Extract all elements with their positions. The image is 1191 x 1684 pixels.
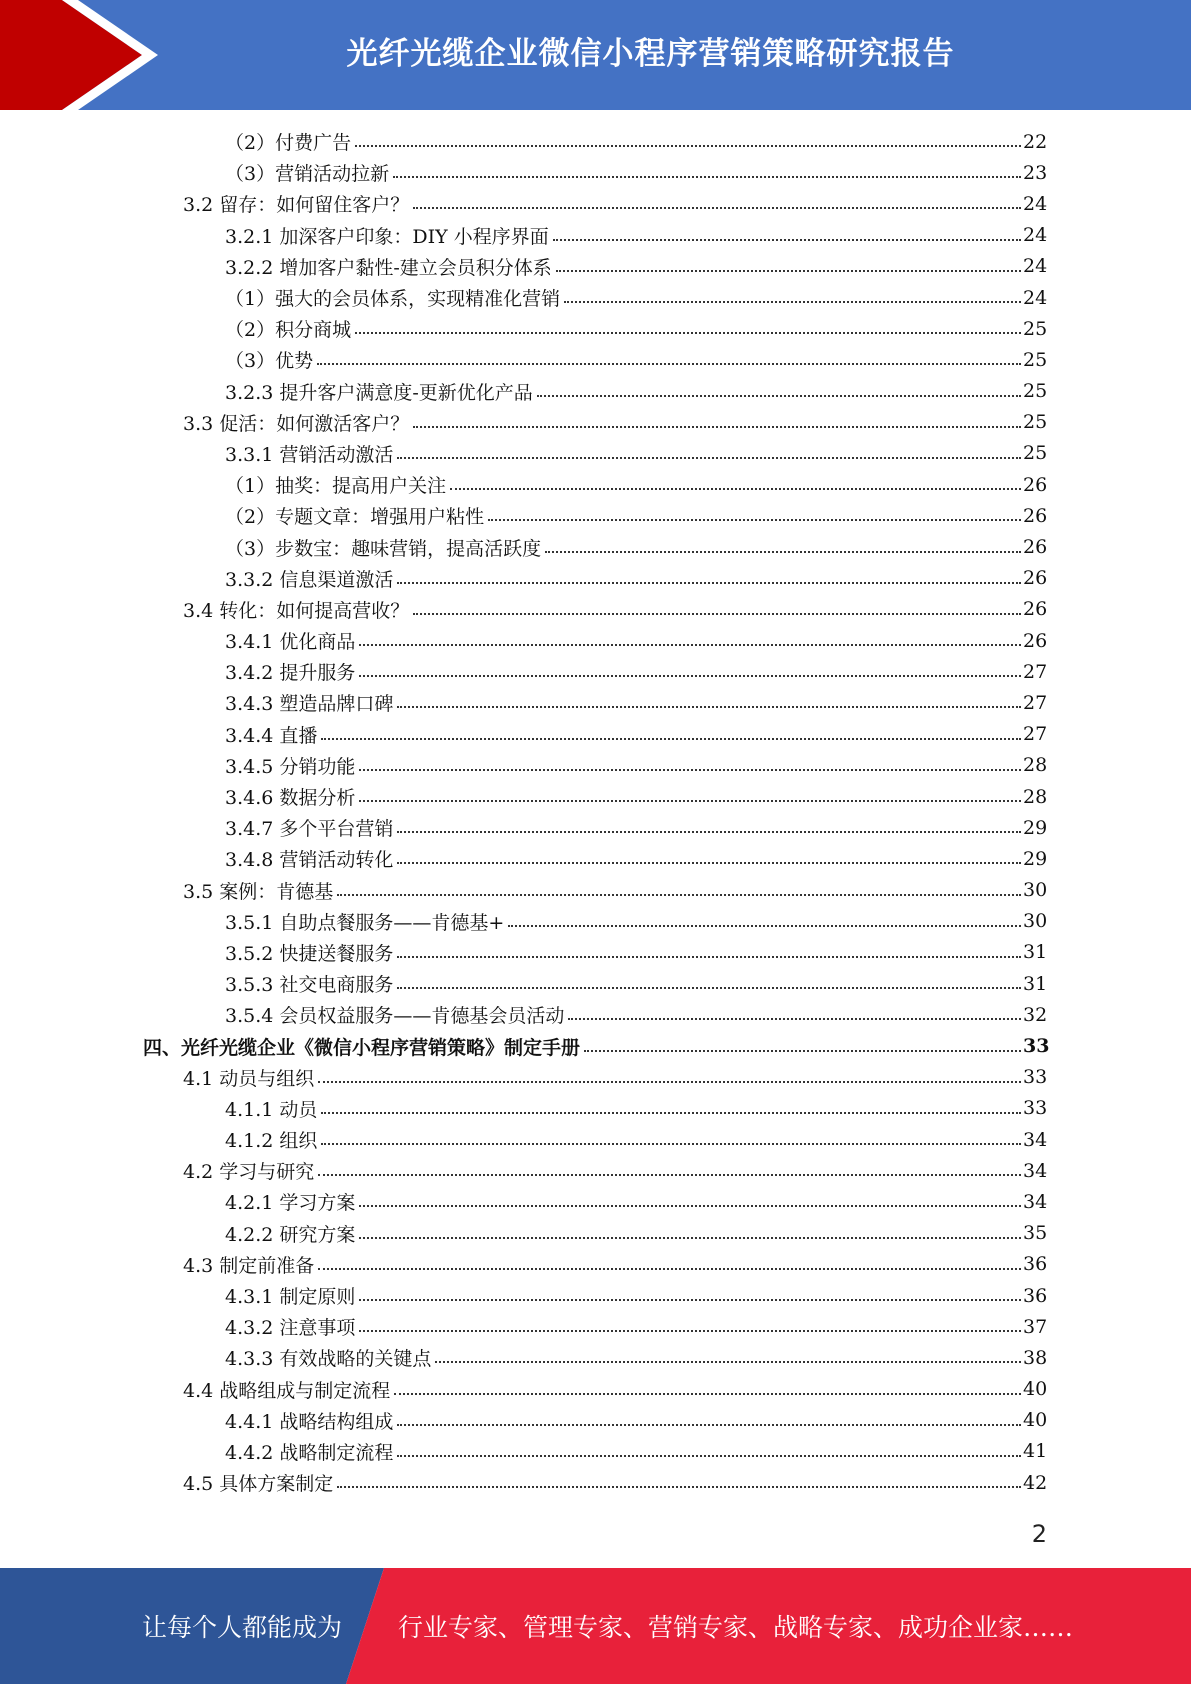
toc-entry-page: 24 — [1023, 192, 1048, 215]
toc-entry-label: 3.2.2 增加客户黏性-建立会员积分体系 — [225, 256, 552, 279]
toc-entry[interactable] — [0, 1093, 1047, 1124]
toc-entry[interactable] — [0, 687, 1047, 718]
toc-dot-leader — [397, 457, 1021, 459]
toc-dot-leader — [359, 800, 1021, 802]
toc-entry[interactable] — [0, 1062, 1047, 1093]
toc-dot-leader — [393, 176, 1021, 178]
toc-entry-page: 38 — [1023, 1346, 1048, 1369]
toc-dot-leader — [337, 894, 1021, 896]
toc-entry-label: 4.2.2 研究方案 — [225, 1223, 356, 1246]
toc-entry-label: （3）优势 — [225, 350, 314, 373]
toc-entry-label: 3.4 转化：如何提高营收？ — [183, 599, 410, 622]
toc-dot-leader — [321, 738, 1021, 740]
toc-entry-page: 40 — [1023, 1378, 1048, 1401]
toc-dot-leader — [537, 395, 1021, 397]
toc-entry-page: 33 — [1023, 1066, 1048, 1089]
toc-dot-leader — [568, 1018, 1021, 1020]
toc-dot-leader — [321, 1112, 1021, 1114]
toc-entry-page: 33 — [1023, 1035, 1050, 1058]
toc-entry-label: 3.2 留存：如何留住客户？ — [183, 194, 410, 217]
report-title: 光纤光缆企业微信小程序营销策略研究报告 — [346, 35, 955, 72]
toc-dot-leader — [359, 1205, 1021, 1207]
toc-entry-page: 35 — [1023, 1222, 1048, 1245]
toc-entry-label: （3）营销活动拉新 — [225, 163, 390, 186]
toc-entry[interactable] — [0, 1155, 1047, 1186]
toc-entry-label: 4.3 制定前准备 — [183, 1254, 315, 1277]
toc-entry-page: 26 — [1023, 629, 1048, 652]
toc-entry-label: 4.4.1 战略结构组成 — [225, 1410, 394, 1433]
toc-entry-label: 4.2 学习与研究 — [183, 1161, 315, 1184]
footer-slogan-right: 行业专家、管理专家、营销专家、战略专家、成功企业家…… — [398, 1613, 1074, 1642]
toc-entry[interactable] — [0, 407, 1047, 438]
toc-entry-page: 32 — [1023, 1003, 1048, 1026]
toc-entry-label: （2）付费广告 — [225, 132, 352, 155]
toc-entry[interactable] — [0, 999, 1047, 1030]
toc-entry-page: 25 — [1023, 442, 1048, 465]
toc-dot-leader — [413, 426, 1021, 428]
toc-dot-leader — [553, 239, 1021, 241]
toc-entry-label: 3.2.1 加深客户印象：DIY 小程序界面 — [225, 225, 549, 248]
toc-entry-page: 30 — [1023, 910, 1048, 933]
toc-entry-label: 3.5.1 自助点餐服务——肯德基+ — [225, 911, 505, 934]
toc-entry-page: 25 — [1023, 317, 1048, 340]
toc-dot-leader — [397, 831, 1021, 833]
toc-entry-label: 3.4.2 提升服务 — [225, 662, 356, 685]
toc-entry-page: 23 — [1023, 161, 1048, 184]
toc-entry-page: 26 — [1023, 504, 1048, 527]
toc-entry[interactable] — [0, 126, 1047, 157]
toc-entry-page: 22 — [1023, 130, 1048, 153]
toc-dot-leader — [435, 1361, 1021, 1363]
toc-dot-leader — [584, 1050, 1021, 1052]
toc-dot-leader — [564, 301, 1021, 303]
toc-dot-leader — [397, 582, 1021, 584]
toc-entry-label: （1）强大的会员体系，实现精准化营销 — [225, 288, 561, 311]
toc-entry-page: 25 — [1023, 348, 1048, 371]
toc-entry-label: 3.2.3 提升客户满意度-更新优化产品 — [225, 381, 533, 404]
toc-dot-leader — [355, 332, 1021, 334]
toc-entry[interactable] — [0, 1405, 1047, 1436]
toc-entry-page: 41 — [1023, 1440, 1048, 1463]
toc-entry[interactable] — [0, 625, 1047, 656]
toc-entry[interactable] — [0, 875, 1047, 906]
toc-entry-page: 37 — [1023, 1315, 1048, 1338]
page-number: 2 — [1031, 1520, 1047, 1548]
toc-entry[interactable] — [0, 1436, 1047, 1467]
toc-entry[interactable] — [0, 1218, 1047, 1249]
toc-dot-leader — [359, 1330, 1021, 1332]
toc-entry-page: 42 — [1023, 1471, 1048, 1494]
toc-dot-leader — [556, 270, 1021, 272]
toc-entry-label: （1）抽奖：提高用户关注 — [225, 475, 447, 498]
toc-entry[interactable] — [0, 812, 1047, 843]
toc-dot-leader — [394, 1393, 1021, 1395]
toc-entry[interactable] — [0, 1186, 1047, 1217]
toc-entry[interactable] — [0, 438, 1047, 469]
page-footer — [0, 1568, 1191, 1684]
toc-entry-label: 4.4.2 战略制定流程 — [225, 1441, 394, 1464]
toc-entry[interactable] — [0, 1030, 1050, 1061]
toc-entry-label: 3.4.8 营销活动转化 — [225, 849, 394, 872]
toc-entry-page: 34 — [1023, 1190, 1048, 1213]
toc-dot-leader — [321, 1143, 1021, 1145]
toc-entry[interactable] — [0, 750, 1047, 781]
toc-entry-label: 3.4.4 直播 — [225, 724, 318, 747]
toc-entry-page: 28 — [1023, 754, 1048, 777]
toc-entry[interactable] — [0, 376, 1047, 407]
toc-entry-label: 3.5.4 会员权益服务——肯德基会员活动 — [225, 1005, 565, 1028]
toc-entry-label: 3.5.3 社交电商服务 — [225, 974, 394, 997]
toc-entry[interactable] — [0, 781, 1047, 812]
toc-entry-page: 36 — [1023, 1284, 1048, 1307]
toc-dot-leader — [413, 613, 1021, 615]
toc-dot-leader — [355, 145, 1021, 147]
toc-entry[interactable] — [0, 251, 1047, 282]
toc-entry-label: 3.3.2 信息渠道激活 — [225, 568, 394, 591]
toc-entry[interactable] — [0, 594, 1047, 625]
toc-entry[interactable] — [0, 843, 1047, 874]
toc-entry-label: 3.4.7 多个平台营销 — [225, 818, 394, 841]
toc-entry-label: 3.4.5 分销功能 — [225, 755, 356, 778]
toc-entry[interactable] — [0, 1280, 1047, 1311]
toc-dot-leader — [337, 1486, 1021, 1488]
toc-entry[interactable] — [0, 1249, 1047, 1280]
toc-entry-label: 3.4.1 优化商品 — [225, 631, 356, 654]
toc-dot-leader — [397, 987, 1021, 989]
toc-dot-leader — [318, 1174, 1021, 1176]
toc-entry[interactable] — [0, 313, 1047, 344]
toc-entry[interactable] — [0, 1124, 1047, 1155]
toc-entry[interactable] — [0, 1374, 1047, 1405]
toc-entry-label: 3.3 促活：如何激活客户？ — [183, 412, 410, 435]
toc-dot-leader — [359, 675, 1021, 677]
toc-entry-page: 24 — [1023, 224, 1048, 247]
toc-entry-page: 27 — [1023, 660, 1048, 683]
toc-entry-label: 4.5 具体方案制定 — [183, 1473, 334, 1496]
toc-entry-label: 4.4 战略组成与制定流程 — [183, 1379, 391, 1402]
toc-entry[interactable] — [0, 719, 1047, 750]
table-of-contents — [0, 126, 1191, 1498]
toc-entry[interactable] — [0, 282, 1047, 313]
toc-entry-label: 3.5.2 快捷送餐服务 — [225, 942, 394, 965]
toc-entry-page: 27 — [1023, 723, 1048, 746]
toc-entry-label: （2）积分商城 — [225, 319, 352, 342]
toc-entry-page: 34 — [1023, 1128, 1048, 1151]
toc-entry-page: 33 — [1023, 1097, 1048, 1120]
toc-entry-label: 3.5 案例：肯德基 — [183, 880, 334, 903]
toc-entry[interactable] — [0, 906, 1047, 937]
toc-dot-leader — [397, 862, 1021, 864]
toc-entry-label: 4.3.2 注意事项 — [225, 1317, 356, 1340]
toc-entry-label: 四、光纤光缆企业《微信小程序营销策略》制定手册 — [143, 1036, 581, 1059]
toc-entry[interactable] — [0, 937, 1047, 968]
toc-entry-label: 3.3.1 营销活动激活 — [225, 443, 394, 466]
toc-entry[interactable] — [0, 220, 1047, 251]
toc-entry-label: 3.4.3 塑造品牌口碑 — [225, 693, 394, 716]
toc-dot-leader — [450, 488, 1021, 490]
toc-entry[interactable] — [0, 563, 1047, 594]
toc-dot-leader — [318, 1268, 1021, 1270]
toc-entry-page: 36 — [1023, 1253, 1048, 1276]
toc-entry-page: 31 — [1023, 972, 1048, 995]
toc-dot-leader — [397, 706, 1021, 708]
toc-entry[interactable] — [0, 531, 1047, 562]
toc-entry-page: 24 — [1023, 255, 1048, 278]
toc-entry[interactable] — [0, 469, 1047, 500]
toc-entry-label: 4.2.1 学习方案 — [225, 1192, 356, 1215]
toc-entry-page: 29 — [1023, 816, 1048, 839]
toc-entry-label: 4.3.1 制定原则 — [225, 1286, 356, 1309]
page-header — [0, 0, 1191, 110]
toc-dot-leader — [545, 551, 1021, 553]
toc-entry-page: 27 — [1023, 691, 1048, 714]
toc-entry-label: 4.1.2 组织 — [225, 1130, 318, 1153]
toc-entry-page: 26 — [1023, 473, 1048, 496]
toc-entry[interactable] — [0, 1311, 1047, 1342]
toc-entry-label: 4.1.1 动员 — [225, 1098, 318, 1121]
toc-dot-leader — [508, 925, 1021, 927]
toc-dot-leader — [413, 207, 1021, 209]
toc-entry[interactable] — [0, 157, 1047, 188]
toc-dot-leader — [318, 1081, 1021, 1083]
toc-entry-page: 40 — [1023, 1409, 1048, 1432]
toc-dot-leader — [488, 519, 1021, 521]
toc-dot-leader — [317, 363, 1021, 365]
toc-entry-page: 28 — [1023, 785, 1048, 808]
toc-entry-page: 30 — [1023, 879, 1048, 902]
toc-entry[interactable] — [0, 1467, 1047, 1498]
toc-entry-label: （2）专题文章：增强用户粘性 — [225, 506, 485, 529]
toc-dot-leader — [397, 956, 1021, 958]
toc-dot-leader — [359, 769, 1021, 771]
toc-entry-page: 26 — [1023, 567, 1048, 590]
toc-entry-page: 25 — [1023, 411, 1048, 434]
toc-entry[interactable] — [0, 344, 1047, 375]
toc-entry-label: 4.3.3 有效战略的关键点 — [225, 1348, 432, 1371]
toc-dot-leader — [359, 1299, 1021, 1301]
toc-entry[interactable] — [0, 500, 1047, 531]
toc-entry[interactable] — [0, 968, 1047, 999]
toc-dot-leader — [397, 1424, 1021, 1426]
toc-entry[interactable] — [0, 188, 1047, 219]
toc-entry-page: 26 — [1023, 598, 1048, 621]
toc-entry-page: 31 — [1023, 941, 1048, 964]
toc-dot-leader — [397, 1455, 1021, 1457]
toc-entry-page: 24 — [1023, 286, 1048, 309]
toc-entry-page: 34 — [1023, 1159, 1048, 1182]
toc-entry-label: （3）步数宝：趣味营销，提高活跃度 — [225, 537, 542, 560]
toc-entry-label: 3.4.6 数据分析 — [225, 787, 356, 810]
toc-entry-page: 25 — [1023, 380, 1048, 403]
toc-entry[interactable] — [0, 1342, 1047, 1373]
toc-entry[interactable] — [0, 656, 1047, 687]
toc-entry-page: 26 — [1023, 536, 1048, 559]
toc-entry-page: 29 — [1023, 847, 1048, 870]
toc-dot-leader — [359, 1237, 1021, 1239]
toc-dot-leader — [359, 644, 1021, 646]
toc-entry-label: 4.1 动员与组织 — [183, 1067, 315, 1090]
footer-slogan-left: 让每个人都能成为 — [142, 1613, 343, 1642]
